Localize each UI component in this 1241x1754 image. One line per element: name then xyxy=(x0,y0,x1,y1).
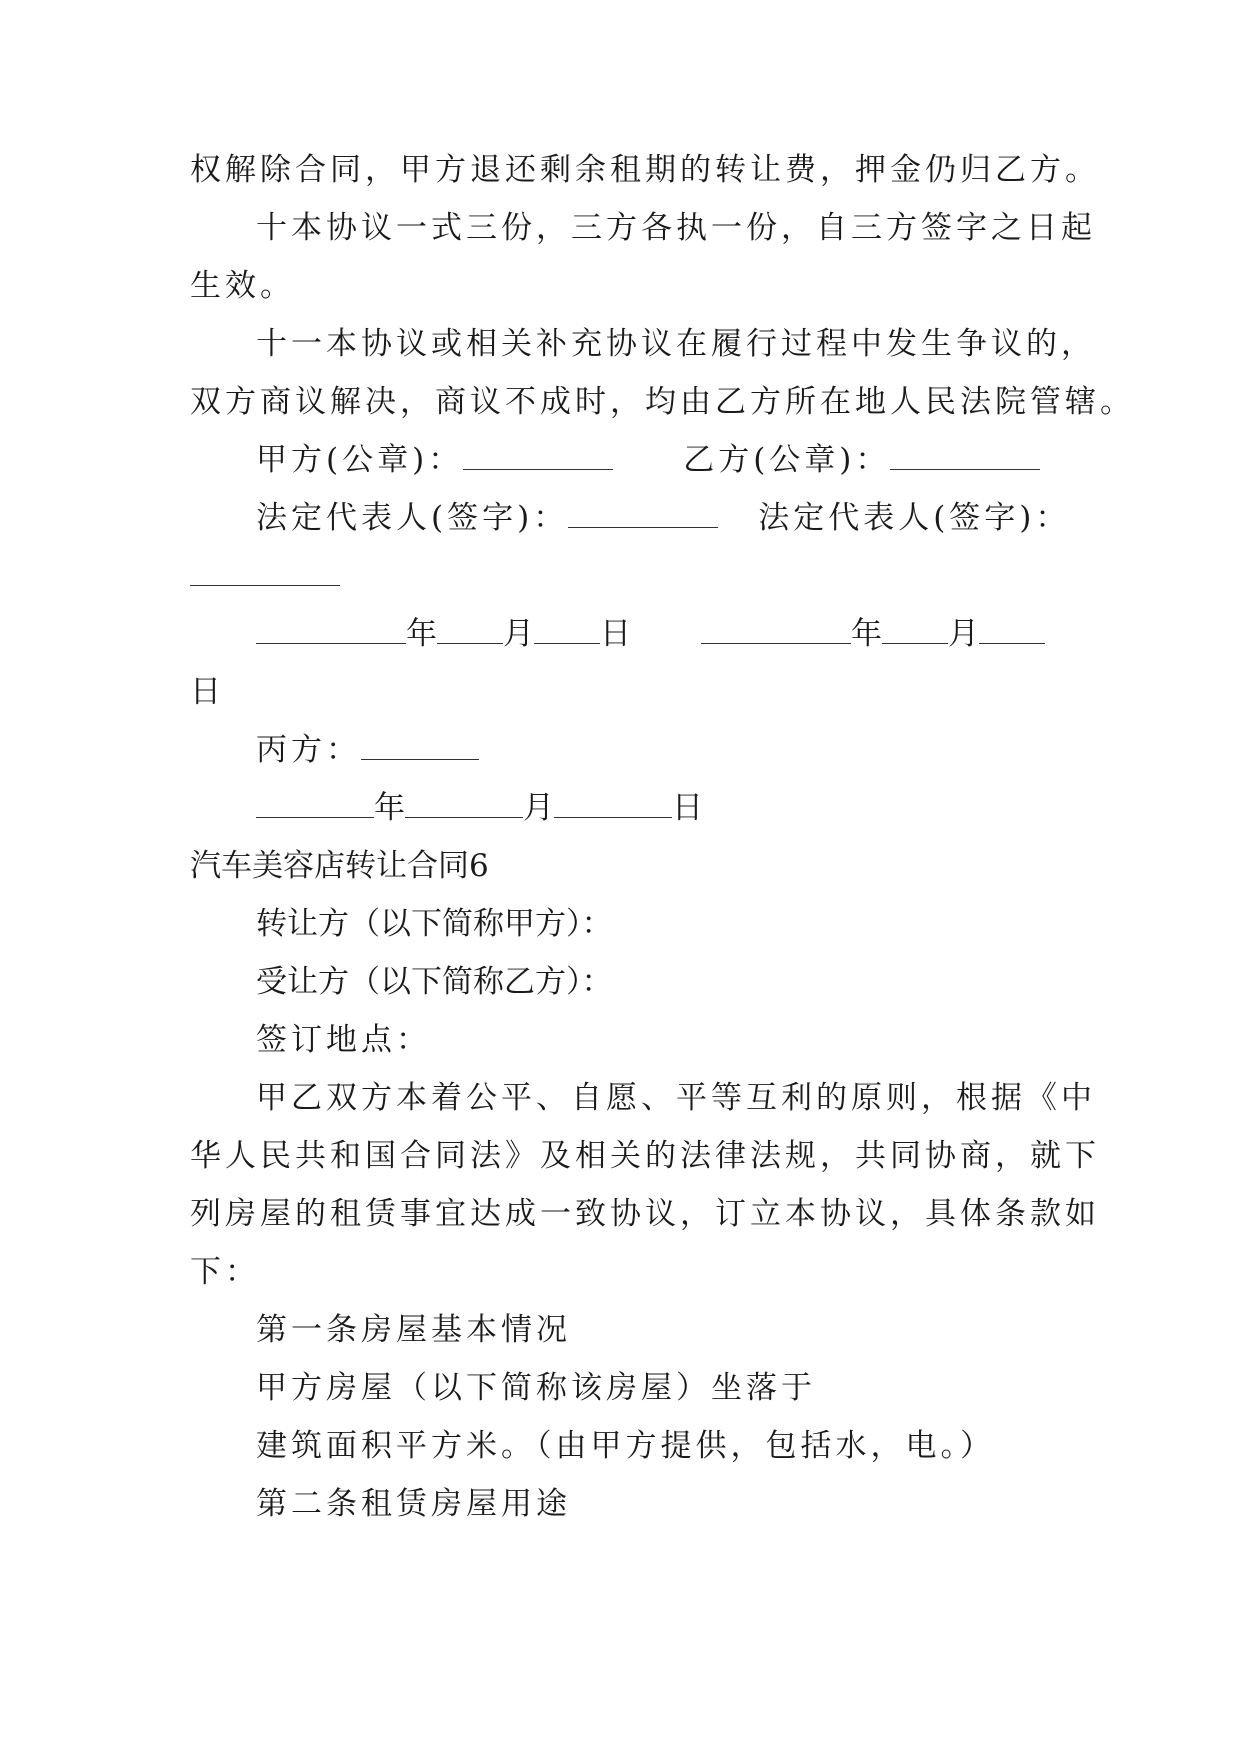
party-a-rep-label: 法定代表人(签字)： xyxy=(256,500,569,536)
contract-title: 汽车美容店转让合同6 xyxy=(190,848,489,884)
day-blank[interactable] xyxy=(534,617,600,644)
party-b-seal-label: 乙方(公章)： xyxy=(683,442,891,478)
month-label: 月 xyxy=(503,616,534,652)
party-b-rep-blank[interactable] xyxy=(190,559,340,586)
month-blank[interactable] xyxy=(437,617,503,644)
month-label: 月 xyxy=(523,790,554,826)
day-label: 日 xyxy=(672,790,703,826)
party-c-label: 丙方： xyxy=(256,732,361,768)
month-blank[interactable] xyxy=(405,791,523,818)
text-line: 下： xyxy=(190,1254,260,1290)
text-line: 生效。 xyxy=(190,268,295,304)
month-label: 月 xyxy=(948,616,979,652)
text-line: 华人民共和国合同法》及相关的法律法规，共同协商，就下 xyxy=(190,1138,1100,1174)
day-label: 日 xyxy=(600,616,631,652)
representative-row xyxy=(256,498,1070,538)
year-label: 年 xyxy=(406,616,437,652)
article-heading: 第一条房屋基本情况 xyxy=(256,1312,571,1348)
year-blank[interactable] xyxy=(256,791,374,818)
party-a-seal-blank[interactable] xyxy=(463,443,613,470)
text-line: 十本协议一式三份，三方各执一份，自三方签字之日起 xyxy=(256,210,1096,246)
year-blank[interactable] xyxy=(701,617,851,644)
date-continuation xyxy=(190,672,225,712)
party-b-seal-blank[interactable] xyxy=(890,443,1040,470)
year-label: 年 xyxy=(851,616,882,652)
text-line: 双方商议解决，商议不成时，均由乙方所在地人民法院管辖。 xyxy=(190,384,1135,420)
day-blank[interactable] xyxy=(554,791,672,818)
signing-place-line: 签订地点： xyxy=(256,1022,431,1058)
date-row-c xyxy=(256,788,703,828)
text-line: 权解除合同，甲方退还剩余租期的转让费，押金仍归乙方。 xyxy=(190,152,1100,188)
party-a-rep-blank[interactable] xyxy=(568,501,718,528)
text-line: 甲方房屋（以下简称该房屋）坐落于 xyxy=(256,1370,816,1406)
year-label: 年 xyxy=(374,790,405,826)
text-line: 列房屋的租赁事宜达成一致协议，订立本协议，具体条款如 xyxy=(190,1196,1100,1232)
day-label: 日 xyxy=(190,674,225,710)
day-blank[interactable] xyxy=(979,617,1045,644)
text-line: 建筑面积平方米。（由甲方提供，包括水，电。） xyxy=(256,1428,995,1464)
representative-continuation xyxy=(190,556,340,596)
month-blank[interactable] xyxy=(882,617,948,644)
text-line: 十一本协议或相关补充协议在履行过程中发生争议的， xyxy=(256,326,1096,362)
date-row-ab xyxy=(256,614,1045,654)
party-c-row xyxy=(256,730,479,770)
transferor-line: 转让方（以下简称甲方）： xyxy=(256,906,613,942)
article-heading: 第二条租赁房屋用途 xyxy=(256,1486,571,1522)
text-line: 甲乙双方本着公平、自愿、平等互利的原则，根据《中 xyxy=(256,1080,1096,1116)
transferee-line: 受让方（以下简称乙方）： xyxy=(256,964,613,1000)
party-b-rep-label: 法定代表人(签字)： xyxy=(758,500,1071,536)
party-c-blank[interactable] xyxy=(361,733,479,760)
party-a-seal-label: 甲方(公章)： xyxy=(256,442,464,478)
year-blank[interactable] xyxy=(256,617,406,644)
seal-row xyxy=(256,440,1040,480)
